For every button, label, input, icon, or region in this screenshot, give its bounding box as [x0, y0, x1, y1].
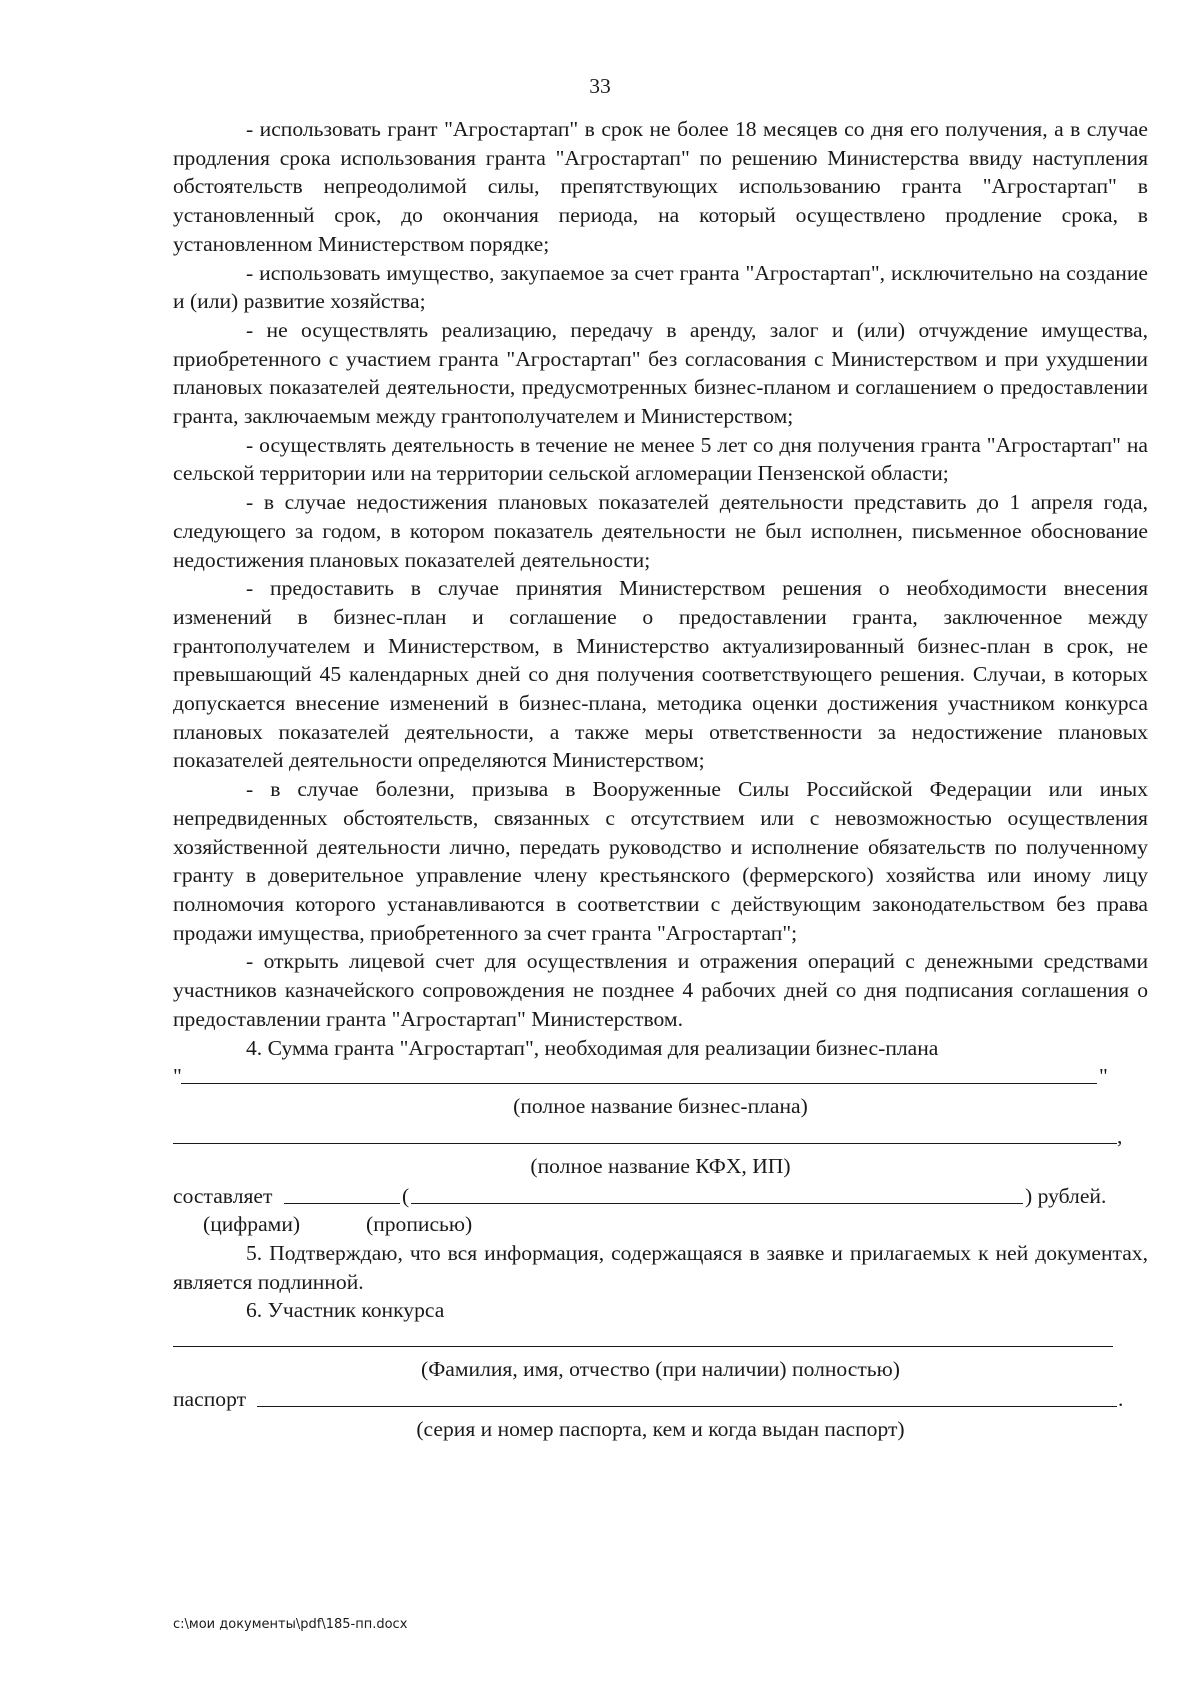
participant-name-line	[173, 1325, 1148, 1354]
close-quote: "	[1099, 1064, 1108, 1089]
passport-period: .	[1118, 1387, 1124, 1412]
amount-digits-blank	[284, 1203, 400, 1204]
obligation-item: - использовать грант "Агростартап" в срок не более 18 месяцев со дня его получения, а в случае продления срока использования гранта "Агростартап" по решению Министерства ввиду наступления обстоятельств непреодолимой силы, препятствующих использованию гранта "Агростартап" в установленный срок, до окончания периода, на который осуществлено продление срока, в установленном Министерством порядке;	[173, 117, 1148, 256]
participant-name-caption: (Фамилия, имя, отчество (при наличии) полностью)	[421, 1357, 900, 1382]
farm-name-line	[173, 1122, 1148, 1151]
passport-blank	[257, 1406, 1117, 1407]
document-body	[173, 115, 1148, 1445]
business-plan-name-line	[173, 1062, 1148, 1091]
obligation-item: - осуществлять деятельность в течение не менее 5 лет со дня получения гранта "Агростартап" на сельской территории или на территории сельской агломерации Пензенской области;	[173, 432, 1148, 486]
footer-file-path: c:\мои документы\pdf\185-пп.docx	[173, 1617, 408, 1632]
farm-name-caption: (полное название КФХ, ИП)	[530, 1153, 791, 1178]
farm-name-blank	[173, 1143, 1117, 1144]
item-6-participant: 6. Участник конкурса	[246, 1298, 445, 1323]
page-number: 33	[589, 74, 611, 98]
obligation-item: - использовать имущество, закупаемое за счет гранта "Агростартап", исключительно на создание и (или) развитие хозяйства;	[173, 260, 1148, 314]
caption-digits: (цифрами)	[203, 1212, 301, 1237]
obligation-item: - не осуществлять реализацию, передачу в аренду, залог и (или) отчуждение имущества, приобретенного с участием гранта "Агростартап" без согласования с Министерством и при ухудшении плановых показателей деятельности, предусмотренных бизнес-планом и соглашением о предоставлении гранта, заключаемым между грантополучателем и Министерством;	[173, 317, 1148, 429]
amount-suffix: ) рублей.	[1025, 1183, 1107, 1208]
item-4-grant-sum: 4. Сумма гранта "Агростартап", необходимая для реализации бизнес-плана	[246, 1035, 939, 1060]
obligation-item: - предоставить в случае принятия Министерством решения о необходимости внесения изменений в бизнес-план и соглашение о предоставлении гранта, заключенное между грантополучателем и Министерством, в Министерство актуализированный бизнес-план в срок, не превышающий 45 календарных дней со дня получения соответствующего решения. Случаи, в которых допускается внесение изменений в бизнес-плана, методика оценки достижения участником конкурса плановых показателей деятельности, а также меры ответственности за недостижение плановых показателей деятельности определяются Министерством;	[173, 576, 1148, 773]
participant-name-blank	[173, 1346, 1113, 1347]
obligation-item: - открыть лицевой счет для осуществления и отражения операций с денежными средствами участников казначейского сопровождения не позднее 4 рабочих дней со дня подписания соглашения о предоставлении гранта "Агростартап" Министерством.	[173, 949, 1148, 1031]
passport-line	[173, 1385, 1148, 1414]
grant-amount-line	[173, 1182, 1148, 1211]
obligation-item: - в случае недостижения плановых показателей деятельности представить до 1 апреля года, следующего за годом, в котором показатель деятельности не был исполнен, письменное обоснование недостижения плановых показателей деятельности;	[173, 490, 1148, 572]
passport-label: паспорт	[173, 1387, 247, 1412]
farm-name-comma: ,	[1117, 1123, 1123, 1148]
open-quote: "	[173, 1064, 182, 1089]
caption-words: (прописью)	[366, 1212, 473, 1237]
business-plan-name-caption: (полное название бизнес-плана)	[513, 1093, 808, 1118]
passport-caption: (серия и номер паспорта, кем и когда выдан паспорт)	[416, 1416, 905, 1441]
amount-paren-open: (	[402, 1183, 410, 1208]
amount-prefix: составляет	[173, 1183, 273, 1208]
obligation-item: - в случае болезни, призыва в Вооруженные Силы Российской Федерации или иных непредвиденных обстоятельств, связанных с отсутствием или с невозможностью осуществления хозяйственной деятельности лично, передать руководство и исполнение обязательств по полученному гранту в доверительное управление члену крестьянского (фермерского) хозяйства или иному лицу полномочия которого устанавливаются в соответствии с действующим законодательством без права продажи имущества, приобретенного за счет гранта "Агростартап";	[173, 777, 1148, 945]
business-plan-name-blank	[181, 1083, 1097, 1084]
item-5-confirmation: 5. Подтверждаю, что вся информация, содержащаяся в заявке и прилагаемых к ней документах, является подлинной.	[173, 1240, 1148, 1294]
amount-words-blank	[411, 1203, 1023, 1204]
amount-captions-line	[173, 1210, 1148, 1239]
